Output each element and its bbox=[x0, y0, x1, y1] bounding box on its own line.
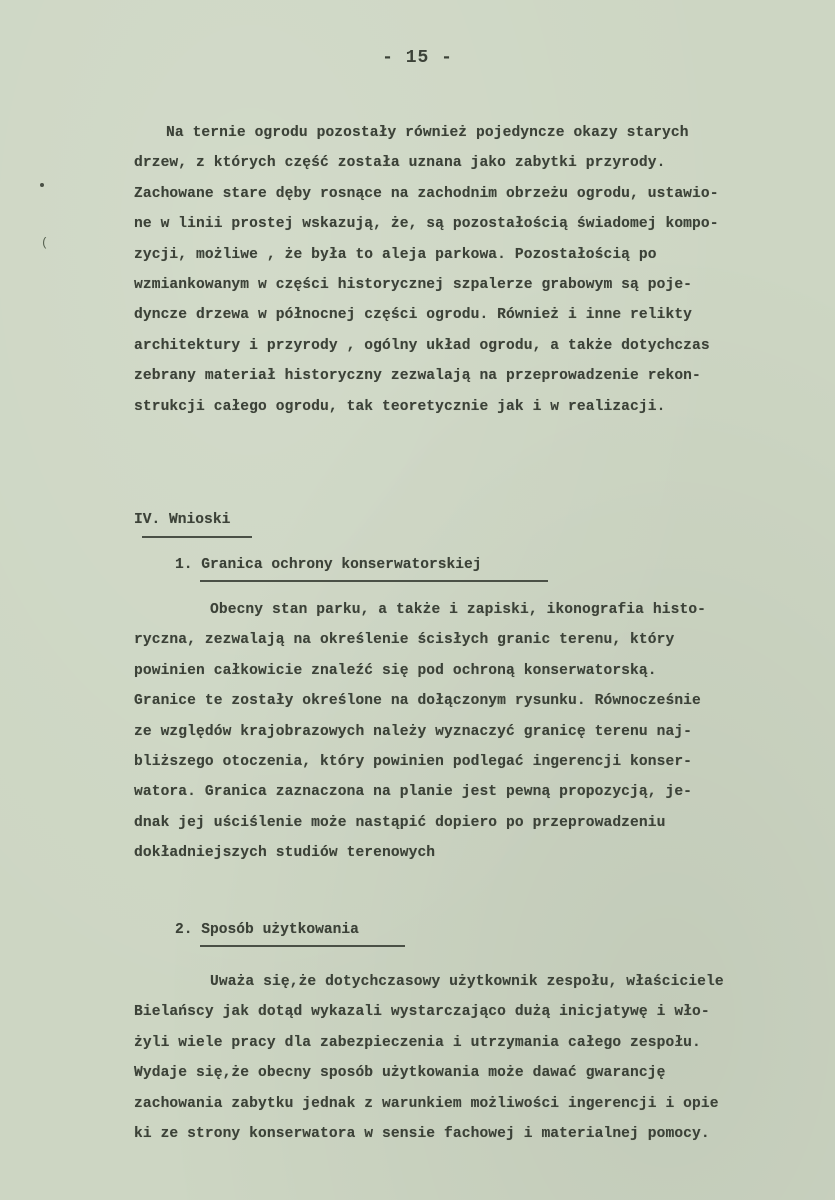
margin-dot bbox=[40, 183, 44, 187]
text-line: powinien całkowicie znaleźć się pod ochroną konserwatorską. bbox=[134, 662, 657, 679]
text-line: zebrany materiał historyczny zezwalają na przeprowadzenie rekon- bbox=[134, 368, 701, 385]
subsection-2-heading: 2. Sposób użytkowania bbox=[175, 922, 359, 938]
text-line: Obecny stan parku, a także i zapiski, ikonografia histo- bbox=[210, 602, 707, 618]
text-line: Uważa się,że dotychczasowy użytkownik zespołu, właściciele bbox=[210, 974, 724, 990]
paragraph-1 bbox=[134, 118, 824, 422]
paragraph-3 bbox=[134, 967, 824, 1149]
text-line: drzew, z których część została uznana jako zabytki przyrody. bbox=[134, 155, 666, 172]
text-line: wzmiankowanym w części historycznej szpalerze grabowym są poje- bbox=[134, 276, 693, 293]
section-heading-underline bbox=[142, 536, 252, 538]
margin-mark: ( bbox=[41, 236, 49, 250]
paragraph-2 bbox=[134, 595, 824, 869]
text-line: zycji, możliwe , że była to aleja parkowa. Pozostałością po bbox=[134, 246, 657, 263]
text-line: ki ze strony konserwatora w sensie fachowej i materialnej pomocy. bbox=[134, 1125, 710, 1142]
text-line: ne w linii prostej wskazują, że, są pozostałością świadomej kompo- bbox=[134, 216, 719, 233]
text-line: architektury i przyrody , ogólny układ ogrodu, a także dotychczas bbox=[134, 337, 710, 354]
subsection-1-heading: 1. Granica ochrony konserwatorskiej bbox=[175, 557, 482, 573]
subsection-2-underline bbox=[200, 945, 405, 947]
text-line: Wydaje się,że obecny sposób użytkowania może dawać gwarancję bbox=[134, 1065, 666, 1082]
text-line: Bielańscy jak dotąd wykazali wystarczająco dużą inicjatywę i wło- bbox=[134, 1004, 710, 1021]
text-line: dokładniejszych studiów terenowych bbox=[134, 845, 436, 862]
section-heading: IV. Wnioski bbox=[134, 512, 231, 528]
page-number: - 15 - bbox=[382, 48, 453, 68]
text-line: zachowania zabytku jednak z warunkiem możliwości ingerencji i opie bbox=[134, 1095, 719, 1112]
text-line: Na ternie ogrodu pozostały również pojedyncze okazy starych bbox=[166, 125, 689, 141]
text-line: ze względów krajobrazowych należy wyznaczyć granicę terenu naj- bbox=[134, 723, 693, 740]
text-line: dyncze drzewa w północnej części ogrodu. Również i inne relikty bbox=[134, 307, 693, 324]
subsection-1-underline bbox=[200, 580, 548, 582]
text-line: dnak jej uściślenie może nastąpić dopiero po przeprowadzeniu bbox=[134, 814, 666, 831]
text-line: watora. Granica zaznaczona na planie jest pewną propozycją, je- bbox=[134, 784, 693, 801]
text-line: ryczna, zezwalają na określenie ścisłych granic terenu, który bbox=[134, 632, 675, 649]
text-line: Zachowane stare dęby rosnące na zachodnim obrzeżu ogrodu, ustawio- bbox=[134, 185, 719, 202]
text-line: Granice te zostały określone na dołączonym rysunku. Równocześnie bbox=[134, 693, 701, 710]
text-line: strukcji całego ogrodu, tak teoretycznie jak i w realizacji. bbox=[134, 398, 666, 415]
text-line: bliższego otoczenia, który powinien podlegać ingerencji konser- bbox=[134, 753, 693, 770]
text-line: żyli wiele pracy dla zabezpieczenia i utrzymania całego zespołu. bbox=[134, 1034, 701, 1051]
